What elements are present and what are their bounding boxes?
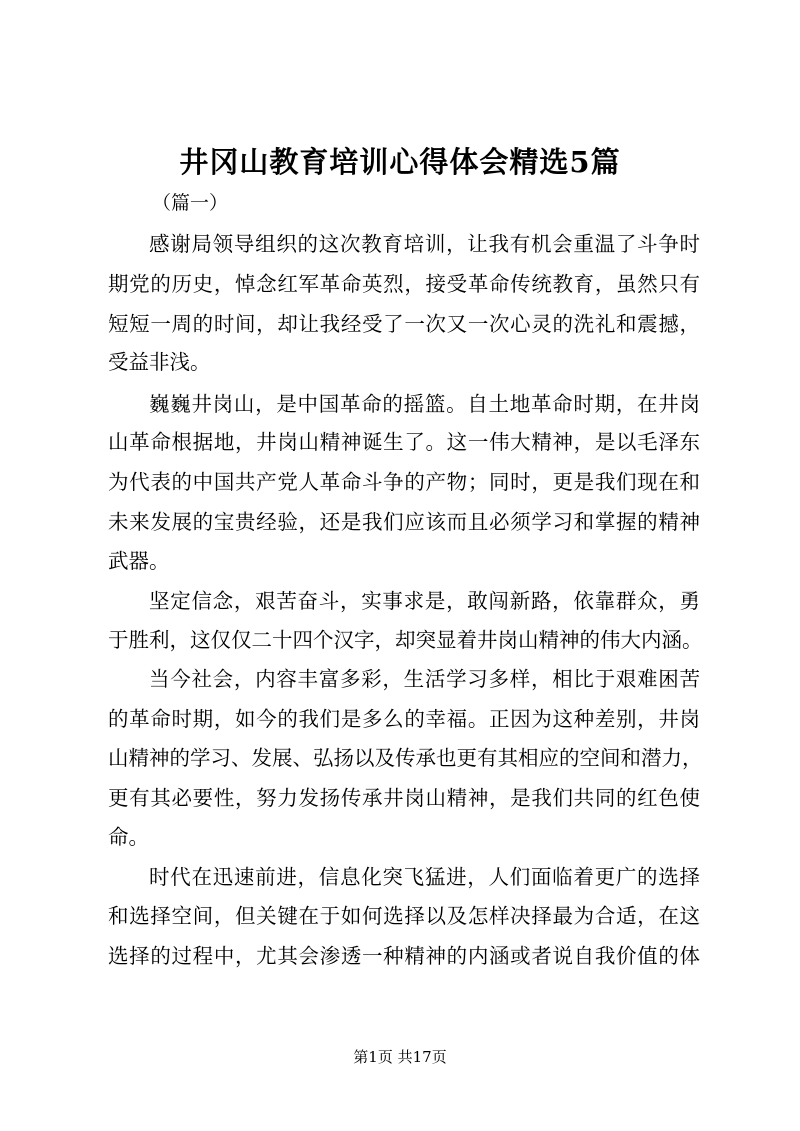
text-line: 武器。 <box>108 549 170 573</box>
text-line: 受益非浅。 <box>108 350 211 374</box>
text-line: 时代在迅速前进，信息化突飞猛进，人们面临着更广的选择 <box>149 865 700 889</box>
text-line: 未来发展的宝贵经验，还是我们应该而且必须学习和掌握的精神 <box>108 510 700 534</box>
text-line: 当今社会，内容丰富多彩，生活学习多样，相比于艰难困苦 <box>149 667 700 691</box>
text-line: 巍巍井岗山，是中国革命的摇篮。自土地革命时期，在井岗 <box>149 392 700 416</box>
text-line: 期党的历史，悼念红军革命英烈，接受革命传统教育，虽然只有 <box>108 272 700 296</box>
text-line: 短短一周的时间，却让我经受了一次又一次心灵的洗礼和震撼， <box>108 312 700 336</box>
text-line: 山精神的学习、发展、弘扬以及传承也更有其相应的空间和潜力， <box>108 746 703 770</box>
text-line: 感谢局领导组织的这次教育培训，让我有机会重温了斗争时 <box>149 232 700 256</box>
text-line: 命。 <box>108 825 149 849</box>
text-line: 于胜利，这仅仅二十四个汉字，却突显着井岗山精神的伟大内涵。 <box>108 628 703 652</box>
text-line: 为代表的中国共产党人革命斗争的产物；同时，更是我们现在和 <box>108 470 700 494</box>
text-line: 选择的过程中，尤其会渗透一种精神的内涵或者说自我价值的体 <box>108 944 700 968</box>
section-label: （篇一） <box>152 192 229 214</box>
page-indicator: 第1页 共17页 <box>353 1048 447 1066</box>
text-line: 坚定信念，艰苦奋斗，实事求是，敢闯新路，依靠群众，勇 <box>149 589 700 613</box>
text-line: 和选择空间，但关键在于如何选择以及怎样决择最为合适，在这 <box>108 904 700 928</box>
text-line: 的革命时期，如今的我们是多么的幸福。正因为这种差别，井岗 <box>108 707 700 731</box>
page-title: 井冈山教育培训心得体会精选5篇 <box>179 145 621 179</box>
text-line: 更有其必要性，努力发扬传承井岗山精神，是我们共同的红色使 <box>108 786 700 810</box>
text-line: 山革命根据地，井岗山精神诞生了。这一伟大精神，是以毛泽东 <box>108 430 700 454</box>
